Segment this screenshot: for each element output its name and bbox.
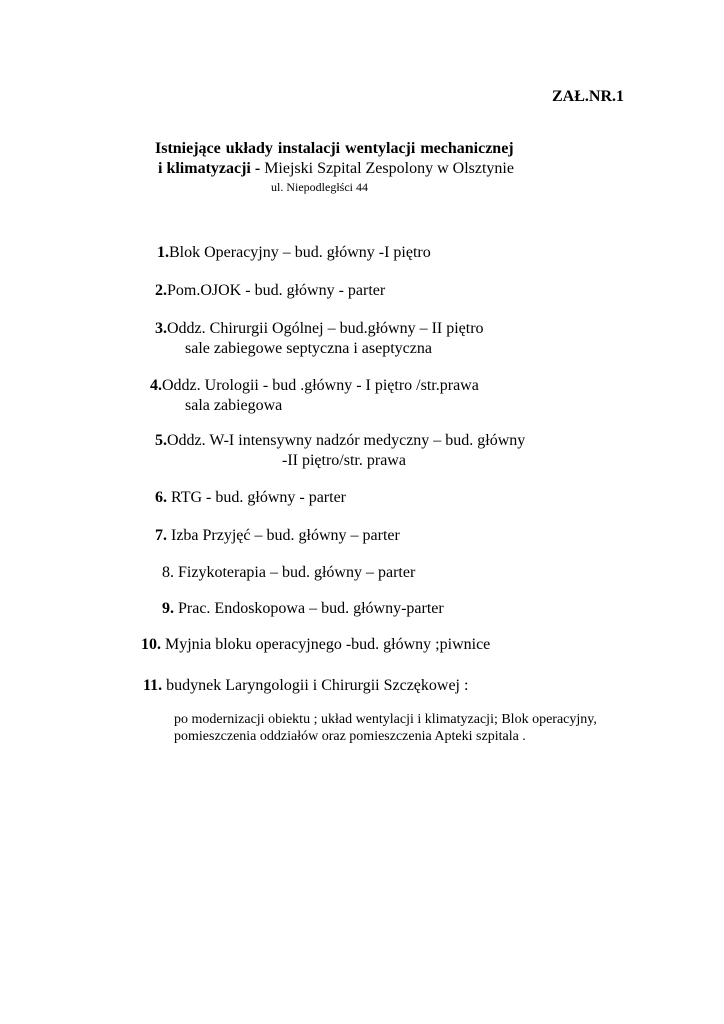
item-text: Blok Operacyjny – bud. główny -I piętro bbox=[169, 244, 431, 261]
item-text: budynek Laryngologii i Chirurgii Szczękowej : bbox=[162, 677, 469, 694]
list-item-10 bbox=[141, 636, 490, 654]
item-text: Pom.OJOK - bud. główny - parter bbox=[167, 282, 386, 299]
item-text: RTG - bud. główny - parter bbox=[167, 489, 346, 506]
item-text: Oddz. Chirurgii Ogólnej – bud.główny – II piętro bbox=[167, 320, 484, 337]
item-number: 7. bbox=[155, 527, 167, 544]
item-text: Myjnia bloku operacyjnego -bud. główny ;piwnice bbox=[161, 636, 491, 653]
list-item-7 bbox=[155, 527, 400, 545]
document-title-line1: Istniejące układy instalacji wentylacji mechanicznej bbox=[155, 140, 514, 157]
title-line2-bold: i klimatyzacji - bbox=[158, 160, 265, 177]
list-item-11 bbox=[143, 677, 468, 695]
list-item-8 bbox=[162, 564, 415, 582]
item-number: 1. bbox=[157, 244, 169, 261]
list-item-1 bbox=[157, 244, 431, 262]
title-line2-rest: Miejski Szpital Zespolony w Olsztynie bbox=[264, 160, 514, 177]
note-line-1: po modernizacji obiektu ; układ wentylacji i klimatyzacji; Blok operacyjny, bbox=[174, 712, 597, 727]
item-text: Oddz. W-I intensywny nadzór medyczny – bud. główny bbox=[167, 432, 526, 449]
item-number: 3. bbox=[155, 320, 167, 337]
item-text: Izba Przyjęć – bud. główny – parter bbox=[167, 527, 400, 544]
list-item-9 bbox=[162, 600, 444, 618]
list-item-3 bbox=[155, 320, 484, 338]
list-item-5-sub: -II piętro/str. prawa bbox=[282, 452, 406, 469]
item-number: 4. bbox=[150, 377, 162, 394]
list-item-6 bbox=[155, 489, 346, 507]
item-number: 2. bbox=[155, 282, 167, 299]
attachment-label: ZAŁ.NR.1 bbox=[552, 88, 625, 105]
list-item-3-sub: sale zabiegowe septyczna i aseptyczna bbox=[185, 340, 432, 357]
item-text: 8. Fizykoterapia – bud. główny – parter bbox=[162, 564, 416, 581]
list-item-4-sub: sala zabiegowa bbox=[185, 397, 283, 414]
item-text: Prac. Endoskopowa – bud. główny-parter bbox=[174, 600, 444, 617]
item-number: 9. bbox=[162, 600, 174, 617]
note-line-2: pomieszczenia oddziałów oraz pomieszczenia Apteki szpitala . bbox=[174, 729, 526, 744]
item-number: 6. bbox=[155, 489, 167, 506]
item-number: 10. bbox=[141, 636, 161, 653]
list-item-2 bbox=[155, 282, 385, 300]
item-number: 11. bbox=[143, 677, 163, 694]
list-item-5 bbox=[155, 432, 525, 450]
item-number: 5. bbox=[155, 432, 167, 449]
item-text: Oddz. Urologii - bud .główny - I piętro /str.prawa bbox=[162, 377, 479, 394]
address-line: ul. Niepodległści 44 bbox=[271, 180, 368, 194]
document-title-line2 bbox=[158, 160, 514, 178]
list-item-4 bbox=[150, 377, 479, 395]
